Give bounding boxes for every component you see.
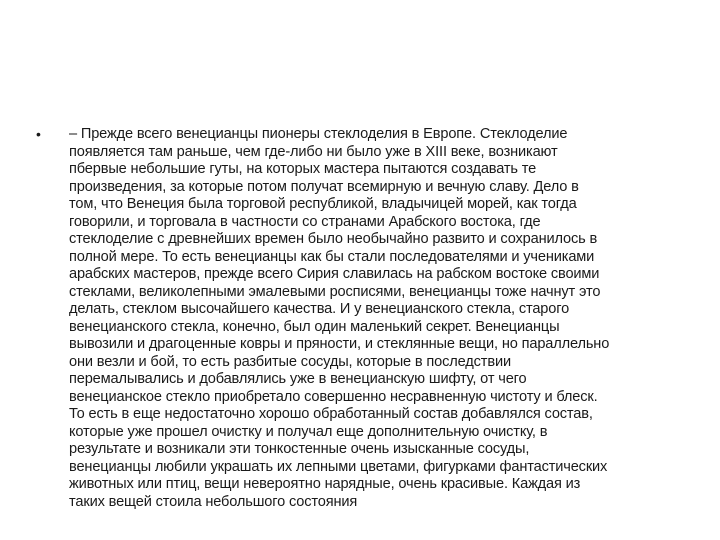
text-line: венецианского стекла, конечно, был один маленький секрет. Венецианцы	[69, 318, 560, 335]
text-line: которые уже прошел очистку и получал еще дополнительную очистку, в	[69, 423, 548, 440]
text-line: появляется там раньше, чем где-либо ни было уже в XIII веке, возникают	[69, 143, 558, 160]
text-line: говорили, и торговала в частности со странами Арабского востока, где	[69, 213, 541, 230]
text-line: произведения, за которые потом получат всемирную и вечную славу. Дело в	[69, 178, 579, 195]
text-line: том, что Венеция была торговой республикой, владычицей морей, как тогда	[69, 196, 577, 212]
text-line: животных или птиц, вещи невероятно нарядные, очень красивые. Каждая из	[69, 476, 581, 492]
text-line: вывозили и драгоценные ковры и пряности, и стеклянные вещи, но параллельно	[69, 336, 610, 352]
text-line: перемалывались и добавлялись уже в венецианскую шифту, от чего	[69, 371, 527, 387]
text-line: То есть в еще недостаточно хорошо обработанный состав добавлялся состав,	[69, 406, 593, 422]
text-line: венецианцы любили украшать их лепными цветами, фигурками фантастических	[69, 458, 608, 475]
text-line: – Прежде всего венецианцы пионеры стеклоделия в Европе. Стеклоделие	[69, 126, 568, 142]
text-line: пбервые небольшие гуты, на которых мастера пытаются создавать те	[69, 161, 537, 177]
text-line: стеклоделие с древнейших времен было необычайно развито и сохранилось в	[69, 231, 598, 247]
bullet-marker: •	[36, 126, 41, 142]
text-line: полной мере. То есть венецианцы как бы стали последователями и учениками	[69, 248, 595, 265]
body-paragraph	[69, 126, 691, 511]
text-line: делать, стеклом высочайшего качества. И у венецианского стекла, старого	[69, 301, 570, 317]
text-line: таких вещей стоила небольшого состояния	[69, 493, 358, 510]
text-line: результате и возникали эти тонкостенные очень изысканные сосуды,	[69, 441, 530, 457]
text-line: венецианское стекло приобретало совершенно несравненную чистоту и блеск.	[69, 388, 598, 405]
text-line: они везли и бой, то есть разбитые сосуды, которые в последствии	[69, 353, 511, 370]
text-line: арабских мастеров, прежде всего Сирия славилась на рабском востоке своими	[69, 266, 600, 282]
text-line: стеклами, великолепными эмалевыми росписями, венецианцы тоже начнут это	[69, 283, 601, 300]
